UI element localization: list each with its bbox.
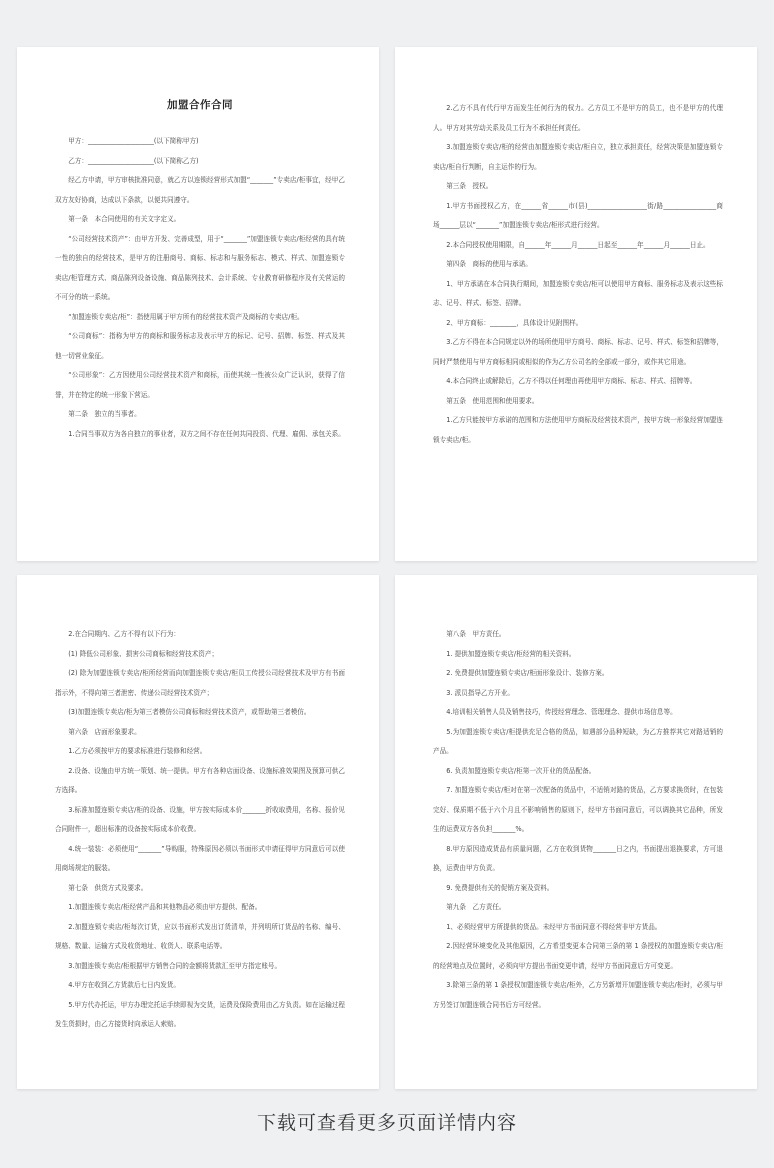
paragraph: 第七条 供货方式及要求。: [68, 883, 148, 892]
paragraph: 1、必须经营甲方所提供的货品。未经甲方书面同意不得经营非甲方货品。: [446, 922, 662, 931]
page-body: [55, 625, 345, 1035]
paragraph: “加盟连锁专卖店/柜”：指使用属于甲方所有的经营技术资产及商标的专卖店/柜。: [68, 312, 304, 321]
paragraph: 2.乙方不具有代行甲方而发生任何行为的权力。乙方员工不是甲方的员工，也不是甲方的代理人。甲方对其劳动关系及员工行为不承担任何责任。: [433, 104, 723, 132]
paragraph: 1.甲方书面授权乙方，在______省______市(县)__________________街/路________________商场______层以“_______”加盟连锁专卖店/柜形式进行经营。: [433, 201, 723, 229]
paragraph: 7. 加盟连锁专卖店/柜对在第一次配备的货品中，不适销对路的货品，乙方要求换货时，在包装完好、保质期不低于六个月且不影响销售的原则下，经甲方书面同意后，可以调换其它品种，所发生的运费双方各负担_______%。: [433, 786, 723, 833]
paragraph: 1.加盟连锁专卖店/柜经营产品和其他物品必须由甲方提供、配备。: [68, 903, 262, 911]
document-page-3: [17, 575, 379, 1089]
paragraph: 4.甲方在收到乙方货款后七日内发货。: [68, 981, 180, 989]
document-page-2: [395, 47, 757, 561]
paragraph: 第九条 乙方责任。: [446, 903, 506, 911]
paragraph: 第五条 使用范围和使用要求。: [446, 396, 539, 405]
paragraph: 3. 派员指导乙方开业。: [446, 688, 514, 697]
paragraph: 经乙方申请，甲方审核批准同意，就乙方以连锁经营形式加盟“_______”专卖店/柜事宜，经甲乙双方友好协商，达成以下条款，以便共同遵守。: [55, 176, 345, 204]
paragraph: 2.在合同期内、乙方不得有以下行为：: [68, 630, 180, 638]
paragraph: 3.乙方不得在本合同规定以外的场所使用甲方商号、商标、标志、记号、样式、标签和招牌等，同时严禁使用与甲方商标相同或相似的作为乙方公司名的全部或一部分，或作其它用途。: [433, 338, 723, 366]
paragraph: 第三条 授权。: [446, 182, 493, 190]
paragraph: 4.统一装装：必须使用“_______”导购服，特殊原因必须以书面形式申请征得甲方同意后可以使用商场规定的服装。: [55, 844, 345, 872]
document-page-1: [17, 47, 379, 561]
paragraph: 1.合同当事双方为各自独立的事业者，双方之间不存在任何共同投资、代理、雇佣、承包关系。: [68, 429, 345, 438]
paragraph: 5.甲方代办托运，甲方办理完托运手续即视为交货，运费及保险费用由乙方负责。如在运输过程发生货损时，由乙方接货时向承运人索赔。: [55, 1000, 345, 1028]
paragraph: 1.乙方必须按甲方的要求标准进行装修和经营。: [68, 747, 207, 755]
contract-title: 加盟合作合同: [167, 99, 233, 111]
paragraph: (3)加盟连锁专卖店/柜为第三者模仿公司商标和经营技术资产，或帮助第三者模仿。: [68, 708, 311, 716]
paragraph: “公司形象”：乙方因使用公司经营技术资产和商标，而使其统一性被公众广泛认识，获得了信誉，并在特定的统一形象下营运。: [55, 371, 345, 399]
paragraph: 甲方：____________________(以下简称甲方): [68, 137, 199, 145]
paragraph: 第八条 甲方责任。: [446, 630, 506, 638]
paragraph: “公司商标”：指称为甲方的商标和服务标志及表示甲方的标记、记号、招牌、标签、样式及其他一切营业象征。: [55, 332, 345, 360]
paragraph: 2、甲方商标：________，具体设计见附图样。: [446, 318, 583, 327]
paragraph: (2) 除为加盟连锁专卖店/柜所经营而向加盟连锁专卖店/柜员工传授公司经营技术及甲方有书面指示外，不得向第三者泄密、传递公司经营技术资产；: [55, 669, 345, 697]
paragraph: (1) 降低公司形象、损害公司商标和经营技术资产；: [68, 649, 219, 658]
page-body: [55, 132, 345, 444]
paragraph: “公司经营技术资产”：由甲方开发、完善成型，用于“_______”加盟连锁专卖店/柜经营的具有统一性的独自的经营技术，是甲方的注册商号、商标、标志和与服务标志、模式、样式、加盟连锁专卖店/柜管理方式、商品陈列设备设施、商品陈列技术、会计系统、专业教育研修程序及有关营运的不可分的统一系统。: [55, 234, 345, 301]
paragraph: 3.除第三条的第 1 条授权加盟连锁专卖店/柜外，乙方另新增开加盟连锁专卖店/柜时，必须与甲方另签订加盟连锁合同书后方可经营。: [433, 981, 723, 1009]
paragraph: 第六条 店面形象要求。: [68, 727, 141, 736]
paragraph: 3.标准加盟连锁专卖店/柜的设备、设施，甲方按实际成本价_______折收取费用，名称、报价见合同附件一，超出标准的设备按实际成本价收费。: [55, 805, 345, 833]
document-page-4: [395, 575, 757, 1089]
paragraph: 4.本合同终止或解除后，乙方不得以任何理由再使用甲方商标、标志、样式、招牌等。: [446, 377, 697, 385]
paragraph: 第一条 本合同使用的有关文字定义。: [68, 215, 181, 223]
paragraph: 5.为加盟连锁专卖店/柜提供充足合格的货品，如遇部分品种短缺，为乙方推荐其它对路适销的产品。: [433, 727, 723, 755]
paragraph: 2.本合同授权使用期限，自______年______月______日起至______年______月______日止。: [446, 240, 710, 249]
paragraph: 9. 免费提供有关的促销方案及资料。: [446, 883, 554, 892]
page-body: [433, 625, 723, 1015]
download-caption: 下载可查看更多页面详情内容: [256, 1112, 517, 1134]
paragraph: 4.培训相关销售人员及销售技巧，传授经营理念、管理理念、提供市场信息等。: [446, 708, 677, 716]
paragraph: 乙方：____________________(以下简称乙方): [68, 156, 199, 165]
paragraph: 3.加盟连锁专卖店/柜的经营由加盟连锁专卖店/柜自立，独立承担责任，经营决策是加盟连锁专卖店/柜自行判断，自主运作的行为。: [433, 143, 723, 171]
page-body: [433, 99, 723, 450]
paragraph: 1、甲方承诺在本合同执行期间，加盟连锁专卖店/柜可以使用甲方商标、服务标志及表示这些标志、记号、样式、标签、招牌。: [433, 279, 723, 307]
paragraph: 3.加盟连锁专卖店/柜根据甲方销售合同的金额将货款汇至甲方指定账号。: [68, 961, 282, 970]
paragraph: 1. 提供加盟连锁专卖店/柜经营的相关资料。: [446, 649, 576, 658]
paragraph: 2.设备、设施由甲方统一策划、统一提供。甲方有各种店面设备、设施标准效果图及预算可供乙方选择。: [55, 766, 345, 794]
paragraph: 2. 免费提供加盟连锁专卖店/柜面形象设计、装修方案。: [446, 669, 609, 677]
paragraph: 2.因经营环境变化及其他原因，乙方希望变更本合同第三条的第 1 条授权的加盟连锁专卖店/柜的经营地点及位置时，必须向甲方提出书面变更申请，经甲方书面同意后方可变更。: [433, 942, 723, 970]
paragraph: 8.甲方原因造成货品有质量问题，乙方在收到货物_______日之内，书面提出退换要求，方可退换，运费由甲方负责。: [433, 844, 723, 872]
paragraph: 6. 负责加盟连锁专卖店/柜第一次开业的货品配备。: [446, 766, 596, 775]
paragraph: 第二条 独立的当事者。: [68, 410, 141, 418]
paragraph: 1.乙方只能按甲方承诺的范围和方法使用甲方商标及经营技术资产，按甲方统一形象经营加盟连锁专卖店/柜。: [433, 416, 723, 444]
paragraph: 第四条 商标的使用与承诺。: [446, 260, 532, 268]
paragraph: 2.加盟连锁专卖店/柜每次订货，应以书面形式发出订货清单，并列明所订货品的名称、编号、规格、数量、运输方式及收货地址、收货人、联系电话等。: [55, 922, 345, 950]
